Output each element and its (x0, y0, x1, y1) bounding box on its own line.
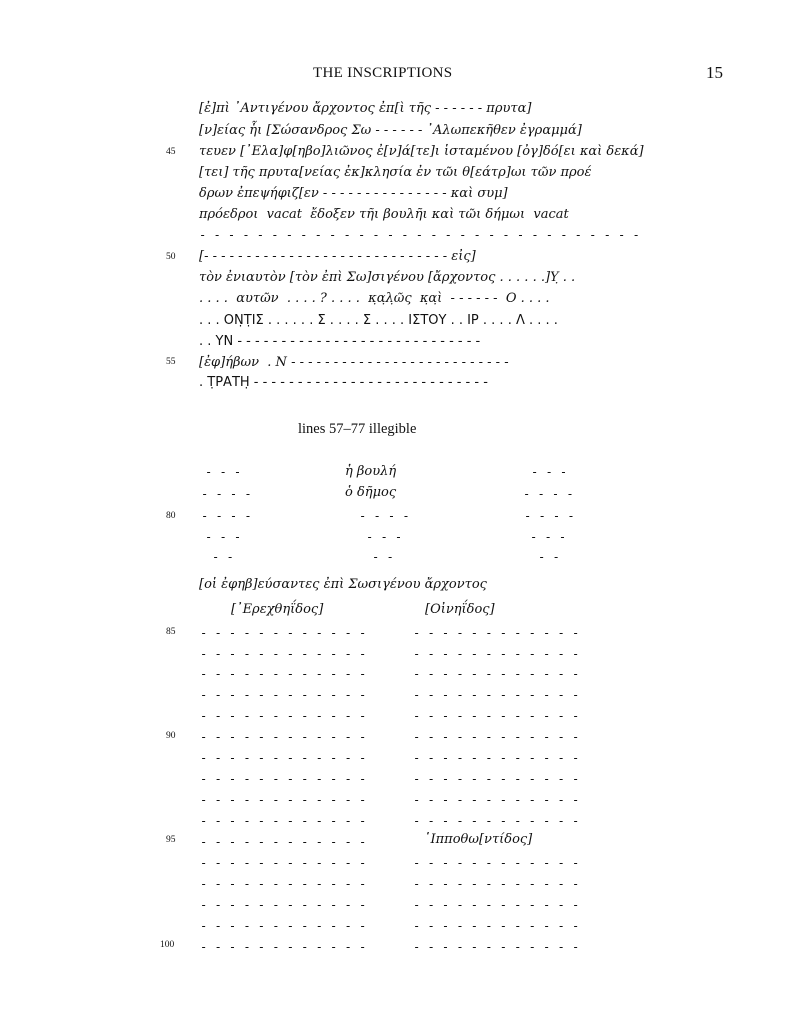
dash-line-right: - - - - - - - - - - - - (413, 730, 580, 744)
lacuna-line: - - - - - - - - - - - - - - - - - - - - - - - - - - - - - - - (199, 228, 640, 242)
dash-line-right: - - - - - - - - - - - - (413, 856, 580, 870)
line-number: 80 (166, 511, 176, 521)
dash-line-left: - - - - - - - - - - - - (200, 667, 367, 681)
line-number: 100 (160, 940, 175, 950)
dash-line-right: - - - - - - - - - - - - (413, 688, 580, 702)
dash-line-left: - - - - - - - - - - - - (200, 793, 367, 807)
inscription-line: τὸν ἐνιαυτὸν [τὸν ἐπὶ Σω]σιγένου [ἄρχοντος . . . . . .]Υ̣ . . (199, 270, 576, 285)
inscription-line: [ν]είας ἧι [Σώσανδρος Σω - - - - - - ᾿Αλωπεκῆθεν ἐγραμμά] (199, 123, 582, 138)
dash-line-left: - - - - - - - - - - - - (200, 751, 367, 765)
inscription-line: [- - - - - - - - - - - - - - - - - - - - - - - - - - - - - εἰς] (199, 249, 476, 264)
dash-line-left: - - - - - - - - - - - - (200, 709, 367, 723)
dash-line-right: - - - - - - - - - - - - (413, 877, 580, 891)
page-number: 15 (706, 63, 723, 82)
dash-line-left: - - - - - - - - - - - - (200, 919, 367, 933)
dash-line-right: - - - - - - - - - - - - (413, 667, 580, 681)
line-number: 45 (166, 147, 176, 157)
line-number: 95 (166, 835, 176, 845)
inscription-line: πρόεδροι vacat ἔδοξεν τῆι βουλῆι καὶ τῶι δήμωι vacat (199, 207, 569, 222)
council-row-center: - - - (366, 530, 403, 544)
council-row-right: - - - (530, 530, 567, 544)
dash-line-right: - - - - - - - - - - - - (413, 626, 580, 640)
inscription-line: τευεν [᾿Ελα]φ[ηβο]λιῶνος ἐ[ν]ά[τε]ι ἱσταμένου [ὀγ]δό[ει καὶ δεκά] (199, 144, 644, 159)
line-number: 85 (166, 627, 176, 637)
dash-line-left: - - - - - - - - - - - - (200, 940, 367, 954)
dash-line-left: - - - - - - - - - - - - (200, 856, 367, 870)
dash-line-left: - - - - - - - - - - - - (200, 688, 367, 702)
dash-line-right: - - - - - - - - - - - - (413, 647, 580, 661)
dash-line-left: - - - - - - - - - - - - (200, 626, 367, 640)
dash-line-left: - - - - - - - - - - - - (200, 772, 367, 786)
inscription-line: [τει] τῆς πρυτα[νείας ἐκ]κλησία ἐν τῶι θ[εάτρ]ωι τῶν προέ (199, 165, 592, 180)
ephebes-heading: [οἱ ἐφηβ]εύσαντες ἐπὶ Σωσιγένου ἄρχοντος (199, 577, 487, 592)
dash-line-left: - - - - - - - - - - - - (200, 877, 367, 891)
dash-line-right: - - - - - - - - - - - - (413, 793, 580, 807)
council-row-left: - - - - (201, 487, 252, 501)
dash-line-right: - - - - - - - - - - - - (413, 898, 580, 912)
inscription-line: [ἐφ]ήβων . Ν - - - - - - - - - - - - - - - - - - - - - - - - - - (199, 355, 509, 370)
inscription-line: . Τ̣ΡΑΤΗ̣ - - - - - - - - - - - - - - - - - - - - - - - - - - - (199, 375, 488, 390)
tribe-heading-left: [᾿Ερεχθηΐδος] (231, 602, 324, 617)
dash-line-right: - - - - - - - - - - - - (413, 772, 580, 786)
dash-line-right: - - - - - - - - - - - - (413, 814, 580, 828)
dash-line-left: - - - - - - - - - - - - (200, 835, 367, 849)
inscription-line: [ἐ]πὶ ᾿Αντιγένου ἄρχοντος ἐπ[ὶ τῆς - - - - - - πρυτα] (199, 101, 532, 116)
running-head: THE INSCRIPTIONS (313, 65, 453, 81)
council-row-left: - - - - (201, 509, 252, 523)
council-row-right: - - (538, 550, 560, 564)
line-number: 55 (166, 357, 176, 367)
dash-line-right: - - - - - - - - - - - - (413, 940, 580, 954)
illegible-note: lines 57–77 illegible (298, 421, 417, 437)
dash-line-right: - - - - - - - - - - - - (413, 919, 580, 933)
line-number: 90 (166, 731, 176, 741)
dash-line-right: - - - - - - - - - - - - (413, 709, 580, 723)
inscription-line: . . . . αυτῶν . . . . ? . . . . κ̣α̣λ̣ῶς κ̣α̣ὶ - - - - - - Ο . . . . (199, 291, 550, 306)
dash-line-left: - - - - - - - - - - - - (200, 814, 367, 828)
dash-line-right: - - - - - - - - - - - - (413, 751, 580, 765)
dash-line-left: - - - - - - - - - - - - (200, 647, 367, 661)
council-row-right: - - - (531, 465, 568, 479)
council-row-center: ἡ βουλή (345, 464, 397, 479)
council-row-left: - - (212, 550, 234, 564)
tribe-heading-right-2: ῾Ιπποθω[ντίδος] (424, 832, 533, 847)
council-row-center: ὁ δῆμος (345, 485, 397, 500)
council-row-left: - - - (205, 530, 242, 544)
inscription-line: δρων ἐπεψήφιζ[εν - - - - - - - - - - - - - - - καὶ συμ] (199, 186, 508, 201)
inscription-line: . . ΥΝ - - - - - - - - - - - - - - - - - - - - - - - - - - - - (199, 334, 481, 349)
dash-line-left: - - - - - - - - - - - - (200, 730, 367, 744)
council-row-right: - - - - (524, 509, 575, 523)
council-row-center: - - - - (359, 509, 410, 523)
dash-line-left: - - - - - - - - - - - - (200, 898, 367, 912)
line-number: 50 (166, 252, 176, 262)
council-row-center: - - (372, 550, 394, 564)
tribe-heading-right: [Οἰνηΐδος] (425, 602, 495, 617)
council-row-right: - - - - (523, 487, 574, 501)
council-row-left: - - - (205, 465, 242, 479)
inscription-line: . . . ΟΝ̣Τ̣ΙΣ . . . . . . Σ . . . . Σ . . . . ΙΣΤΟΥ . . ΙΡ . . . . Λ . . . . (199, 313, 558, 328)
